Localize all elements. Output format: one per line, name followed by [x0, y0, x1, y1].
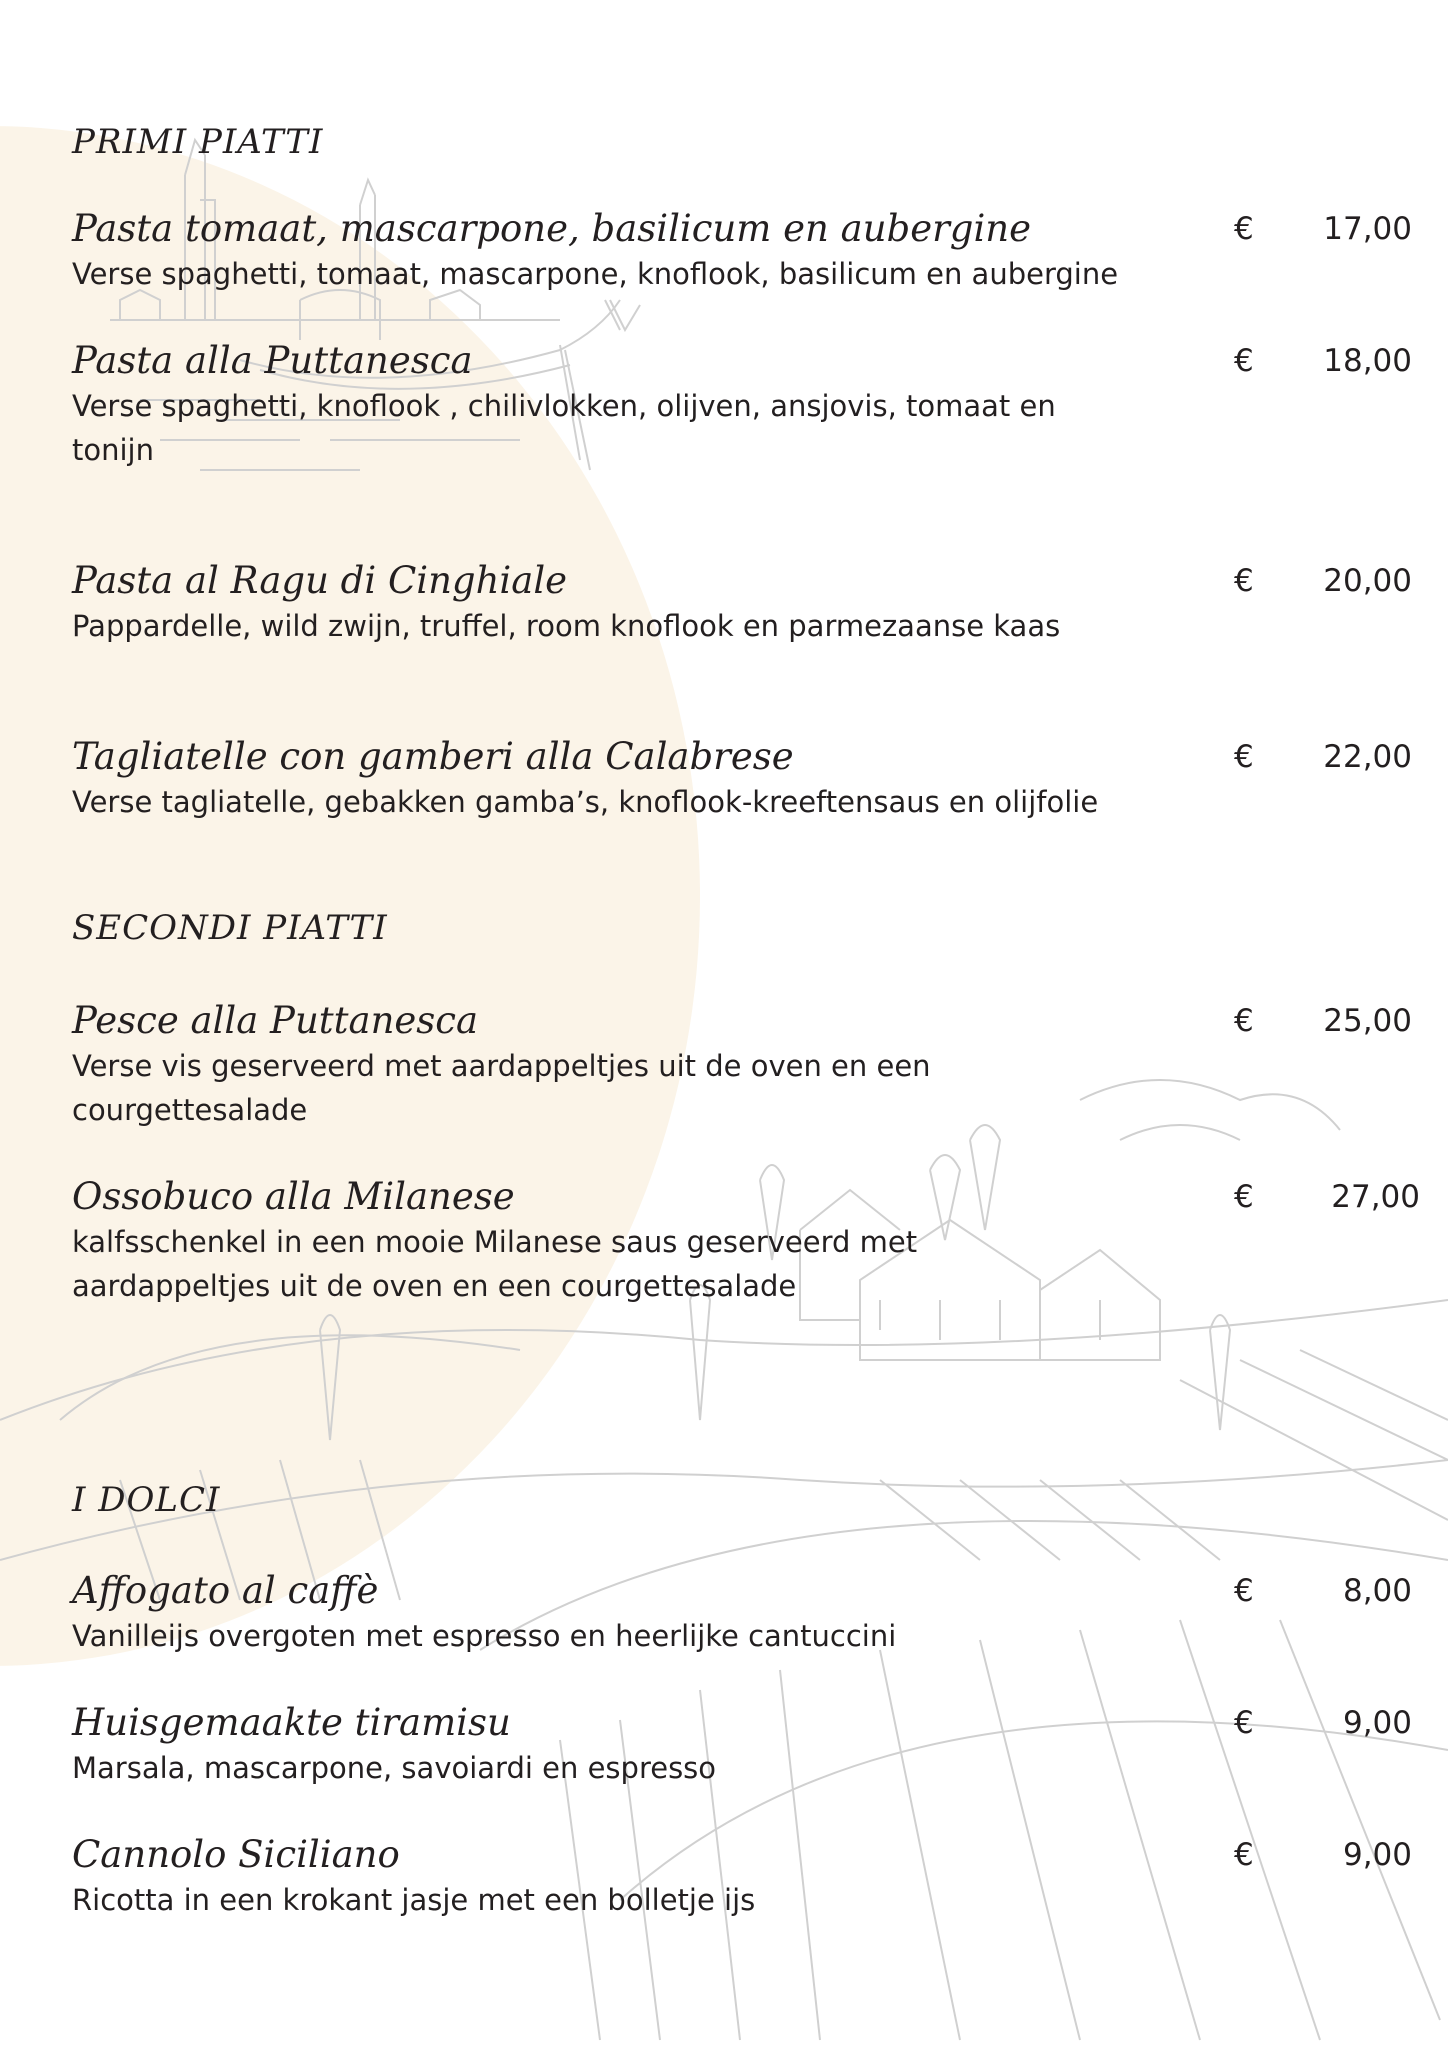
dish-price: 9,00 — [1342, 1705, 1412, 1741]
dish-price: 18,00 — [1323, 343, 1412, 379]
currency-symbol: € — [1234, 343, 1254, 379]
dish-price: 17,00 — [1323, 211, 1412, 247]
dish-name: Pasta alla Puttanesca — [72, 339, 473, 382]
dish-description: Verse tagliatelle, gebakken gamba’s, knoflook-kreeftensaus en olijfolie — [72, 785, 1099, 819]
menu-item — [72, 338, 1412, 472]
currency-symbol: € — [1234, 1179, 1254, 1215]
currency-symbol: € — [1234, 1837, 1254, 1873]
menu-item — [72, 558, 1412, 648]
dish-description: Pappardelle, wild zwijn, truffel, room knoflook en parmezaanse kaas — [72, 609, 1061, 643]
dish-name: Pasta al Ragu di Cinghiale — [72, 559, 568, 602]
menu-item — [72, 734, 1412, 824]
dish-price: 27,00 — [1331, 1179, 1420, 1215]
dish-price: 9,00 — [1342, 1837, 1412, 1873]
dish-description: Verse spaghetti, knoflook , chilivlokken, olijven, ansjovis, tomaat en tonijn — [72, 389, 1056, 467]
menu-item — [72, 1568, 1412, 1658]
dish-name: Affogato al caffè — [72, 1569, 379, 1612]
menu-item — [72, 1174, 1420, 1308]
currency-symbol: € — [1234, 211, 1254, 247]
currency-symbol: € — [1234, 563, 1254, 599]
dish-price: 22,00 — [1323, 739, 1412, 775]
dish-description: Ricotta in een krokant jasje met een bolletje ijs — [72, 1883, 756, 1917]
dish-name: Ossobuco alla Milanese — [72, 1175, 515, 1218]
dish-price: 25,00 — [1323, 1003, 1412, 1039]
dish-name: Pesce alla Puttanesca — [72, 999, 479, 1042]
currency-symbol: € — [1234, 1573, 1254, 1609]
menu-item — [72, 1832, 1412, 1922]
dish-description: Vanilleijs overgoten met espresso en heerlijke cantuccini — [72, 1619, 897, 1653]
dish-price: 20,00 — [1323, 563, 1412, 599]
currency-symbol: € — [1234, 1705, 1254, 1741]
dish-description: Verse spaghetti, tomaat, mascarpone, knoflook, basilicum en aubergine — [72, 257, 1119, 291]
dish-name: Pasta tomaat, mascarpone, basilicum en aubergine — [72, 207, 1032, 250]
currency-symbol: € — [1234, 739, 1254, 775]
dish-price: 8,00 — [1342, 1573, 1412, 1609]
menu-item — [72, 998, 1412, 1132]
menu-item — [72, 206, 1412, 296]
section-title-dolci: I DOLCI — [72, 1480, 221, 1520]
dish-name: Tagliatelle con gamberi alla Calabrese — [72, 735, 794, 778]
section-title-secondi: SECONDI PIATTI — [72, 908, 388, 948]
menu-item — [72, 1700, 1412, 1790]
dish-name: Huisgemaakte tiramisu — [72, 1701, 511, 1744]
section-title-primi: PRIMI PIATTI — [72, 122, 324, 162]
dish-description: Verse vis geserveerd met aardappeltjes uit de oven en een courgettesalade — [72, 1049, 931, 1127]
currency-symbol: € — [1234, 1003, 1254, 1039]
dish-name: Cannolo Siciliano — [72, 1833, 400, 1876]
dish-description: Marsala, mascarpone, savoiardi en espresso — [72, 1751, 717, 1785]
dish-description: kalfsschenkel in een mooie Milanese saus geserveerd met aardappeltjes uit de oven en een courgettesalade — [72, 1225, 918, 1303]
